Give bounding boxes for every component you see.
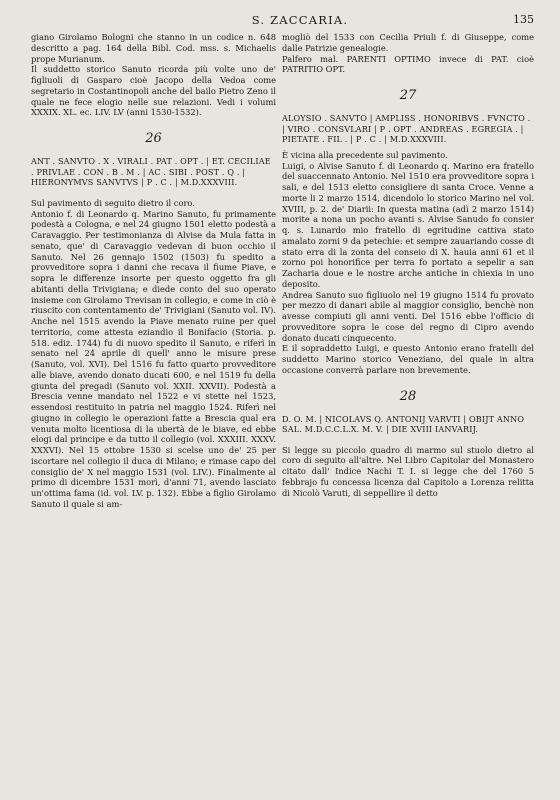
right-column	[282, 32, 534, 498]
paragraph: Luigi, o Alvise Sanuto f. di Leonardo q. Marino era fratello del suaccennato Antonio. Nel 1510 era provveditore sopra i sali, e del 1513 eletto consigliere di santa Croce. Venne a morte li 2 marzo 1514, dicendolo lo storico Marino nel vol. XVIII, p. 2. de' Diarii: In questa matina (adì 2 marzo 1514) morite a nona un pocho avanti s. Alvise Sanudo fo consier q. s. Lunardo mio fratello di egritudine cattiva stato amalato zorni 9 da petechie: et sempre zauariando cosse di stato erra di la zonta del conseio di X. hauia anni 61 et il zorno poi honorifice per terra fo portato a sepelir a san Zacharia doue e le nostre arche antiche in chiexia in uno deposito.	[282, 160, 534, 289]
inscription-text: ALOYSIO . SANVTO | AMPLISS . HONORIBVS . FVNCTO . | VIRO . CONSVLARI | P . OPT . ANDREAS . EGREGIA . | PIETATE . FIL . | P . C . | M.D.XXXVIII.	[282, 113, 531, 145]
page-number: 135	[513, 13, 534, 26]
paragraph: Andrea Sanuto suo figliuolo nel 19 giugno 1514 fu provato per mezzo di danari abile al maggior consiglio, benchè non avesse compiuti gli anni venti. Del 1516 ebbe l'officio di provveditore sopra le cose del regno di Cipro avendo donato ducati cinquecento.	[282, 289, 534, 343]
inscription-number: 28	[399, 388, 417, 404]
inscription-number: 26	[145, 131, 162, 146]
paragraph: Si legge su piccolo quadro di marmo sul stuolo dietro al coro di seguito all'altre. Nel Libro Capitolar del Monastero citato dall' Indice Nachi T. I. si legge che del 1760 5 febbrajo fu concessa licenza dal Capitolo a Lorenza relitta di Nicolò Varuti, di seppellire il detto	[282, 444, 534, 498]
paragraph: Sul pavimento di seguito dietro il coro.	[31, 197, 195, 208]
inscription-text: ANT . SANVTO . X . VIRALI . PAT . OPT . | ET. CECILIAE . PRIVLAE . CON . B . M . | AC . SIBI . POST . Q . | HIERONYMVS SANVTVS | P . C . | M.D.XXXVIII.	[31, 156, 271, 188]
paragraph: Antonio f. di Leonardo q. Marino Sanuto, fu primamente podestà a Cologna, e nel 24 giugno 1501 eletto podestà a Caravaggio. Per testimonianza di Alvise da Mula fatta in senato, que' di Caravaggio vedevan di buon occhio il Sanuto. Nel 26 gennajo 1502 (1503) fu spedito a provveditore sopra i danni che recava il fiume Piave, e sopra le differenze insorte per questo oggetto fra gli abitanti della Trivigiana; e diede conto del suo operato insieme con Girolamo Trevisan in collegio, e come in ciò è riuscito con contentamento de' Trivigiani (Sanuto vol. IV). Anche nel 1515 avendo la Piave menato ruine per quel territorio, come attesta eziandio il Bonifacio (Storia. p. 518. ediz. 1744) fu di nuovo spedito il Sanuto, e riferì in senato nel 24 aprile di quell' anno le misure prese (Sanuto, vol. XVI). Del 1516 fu fatto quarto provveditore alle biave, avendo donato ducati 600, e nel 1519 fu della giunta del pregadi (Sanuto vol. XXII. XXVII). Podestà a Brescia venne mandato nel 1522 e vi stette nel 1523, essendosi restituito in patria nel maggio 1524. Riferì nel giugno in collegio le operazioni fatte a Brescia qual era venuta molto licentiosa di la ubertà de le biave, ed ebbe elogi dal principe e da tutto il collegio (vol. XXXIII. XXXV. XXXVI). Nel 15 ottobre 1530 si scelse uno de' 25 per iscortare nel collegio il duca di Milano; e rimase capo del consiglio de' X nel maggio 1531 (vol. LIV.). Finalmente al primo di dicembre 1531 morì, d'anni 71, avendo lasciato un'ottima fama (id. vol. LV. p. 132). Ebbe a figlio Girolamo Sanuto il quale si am-	[31, 208, 276, 509]
paragraph: Palfero mal. PARENTI OPTIMO invece di PAT. cioè PATRITIO OPT.	[282, 53, 534, 75]
inscription-text: D. O. M. | NICOLAVS Q. ANTONIJ VARVTI | OBIJT ANNO SAL. M.D.C.C.L.X. M. V. | DIE XVIII IANVARIJ.	[282, 413, 525, 435]
inscription-number: 27	[399, 88, 417, 103]
left-column	[31, 32, 276, 510]
paragraph: mogliò del 1533 con Cecilia Priuli f. di Giuseppe, come dalle Patrizie genealogie.	[282, 32, 534, 53]
paragraph: giano Girolamo Bologni che stanno in un codice n. 648 descritto a pag. 164 della Bibl. Cod. mss. s. Michaelis prope Murianum.	[31, 32, 276, 64]
running-header-title: S. ZACCARIA.	[251, 13, 349, 27]
paragraph: E il sopraddetto Luigi, e questo Antonio erano fratelli del suddetto Marino storico Veneziano, del quale in altra occasione converrà parlare non brevemente.	[282, 343, 534, 375]
paragraph: È vicina alla precedente sul pavimento.	[282, 149, 448, 160]
paragraph: Il suddetto storico Sanuto ricorda più volte uno de' figliuoli di Gasparo cioè Jacopo della Vedoa come segretario in Costantinopoli anche del bailo Pietro Zeno il quale ne fece elogio nelle sue relazioni. Vedi i volumi XXXIX. XL. ec. LIV. LV (anni 1530-1532).	[31, 64, 276, 118]
